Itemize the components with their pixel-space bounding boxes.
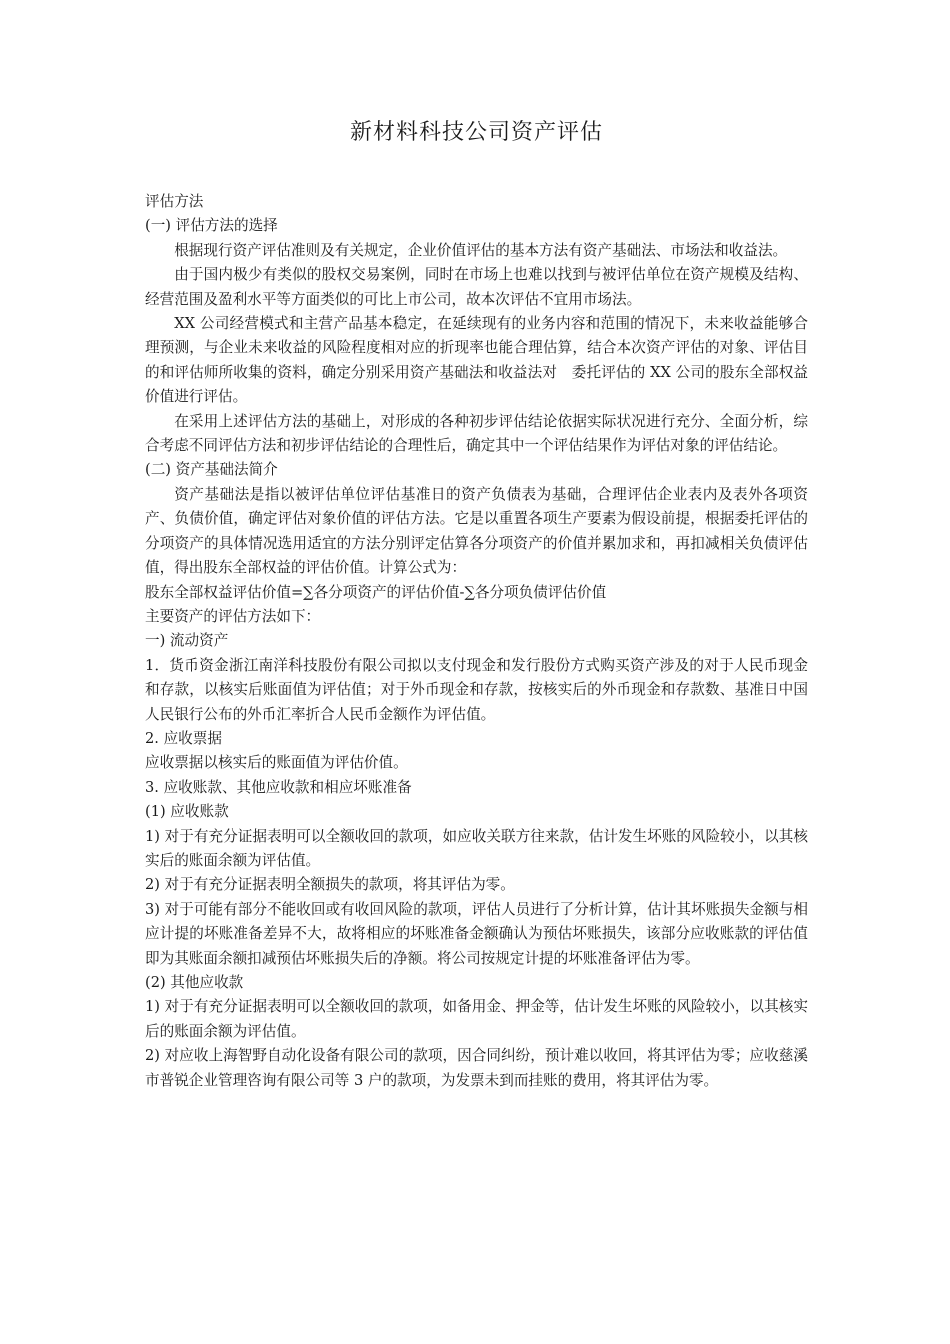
- list-heading: (2) 其他应收款: [145, 974, 244, 991]
- current-assets-heading: 一) 流动资产: [145, 632, 229, 650]
- paragraph: 由于国内极少有类似的股权交易案例，同时在市场上也难以找到与被评估单位在资产规模及结构、经营范围及盈利水平等方面类似的可比上市公司，故本次评估不宜用市场法。: [145, 266, 808, 308]
- subsection-heading-2: (二) 资产基础法简介: [145, 461, 278, 479]
- paragraph: XX 公司经营模式和主营产品基本稳定，在延续现有的业务内容和范围的情况下，未来收益能够合理预测，与企业未来收益的风险程度相对应的折现率也能合理估算，结合本次资产评估的对象、评估目的和评估师所收集的资料，确定分别采用资产基础法和收益法对 委托评估的 XX 公司的股东全部权益价值进行评估。: [145, 315, 808, 406]
- document-title: 新材料科技公司资产评估: [349, 120, 603, 145]
- paragraph: 在采用上述评估方法的基础上，对形成的各种初步评估结论依据实际状况进行充分、全面分析，综合考虑不同评估方法和初步评估结论的合理性后，确定其中一个评估结果作为评估对象的评估结论。: [145, 412, 808, 455]
- paragraph: 应收票据以核实后的账面值为评估价值。: [145, 754, 408, 772]
- list-heading: 2. 应收票据: [145, 729, 222, 747]
- list-heading: 3. 应收账款、其他应收款和相应坏账准备: [145, 778, 412, 796]
- list-heading: (1) 应收账款: [145, 803, 229, 821]
- list-item: 1) 对于有充分证据表明可以全额收回的款项，如应收关联方往来款，估计发生坏账的风险较小，以其核实后的账面余额为评估值。: [145, 827, 808, 869]
- list-item: 1．货币资金浙江南洋科技股份有限公司拟以支付现金和发行股份方式购买资产涉及的对于人民币现金和存款，以核实后账面值为评估值；对于外币现金和存款，按核实后的外币现金和存款数、基准日中国人民银行公布的外币汇率折合人民币金额作为评估值。: [145, 656, 808, 723]
- list-item: 2) 对于有充分证据表明全额损失的款项，将其评估为零。: [145, 876, 515, 894]
- list-item: 2) 对应收上海智野自动化设备有限公司的款项，因合同纠纷，预计难以收回，将其评估为零；应收慈溪市普锐企业管理咨询有限公司等 3 户的款项，为发票未到而挂账的费用，将其评估为零。: [145, 1047, 808, 1089]
- subsection-heading-1: (一) 评估方法的选择: [145, 217, 278, 235]
- paragraph: 主要资产的评估方法如下：: [145, 607, 321, 625]
- section-title: 评估方法: [145, 193, 204, 210]
- formula: 股东全部权益评估价值=∑各分项资产的评估价值-∑各分项负债评估价值: [145, 583, 607, 601]
- paragraph: 资产基础法是指以被评估单位评估基准日的资产负债表为基础，合理评估企业表内及表外各项资产、负债价值，确定评估对象价值的评估方法。它是以重置各项生产要素为假设前提，根据委托评估的分项资产的具体情况选用适宜的方法分别评定估算各分项资产的价值并累加求和，再扣减相关负债评估值，得出股东全部权益的评估价值。计算公式为：: [145, 485, 808, 577]
- list-item: 3) 对于可能有部分不能收回或有收回风险的款项，评估人员进行了分析计算，估计其坏账损失金额与相应计提的坏账准备差异不大，故将相应的坏账准备金额确认为预估坏账损失，该部分应收账款的评估值即为其账面余额扣减预估坏账损失后的净额。将公司按规定计提的坏账准备评估为零。: [145, 900, 808, 967]
- paragraph: 根据现行资产评估准则及有关规定，企业价值评估的基本方法有资产基础法、市场法和收益法。: [174, 241, 788, 259]
- list-item: 1) 对于有充分证据表明可以全额收回的款项，如备用金、押金等，估计发生坏账的风险较小，以其核实后的账面余额为评估值。: [145, 998, 808, 1040]
- document-body: [145, 190, 808, 1093]
